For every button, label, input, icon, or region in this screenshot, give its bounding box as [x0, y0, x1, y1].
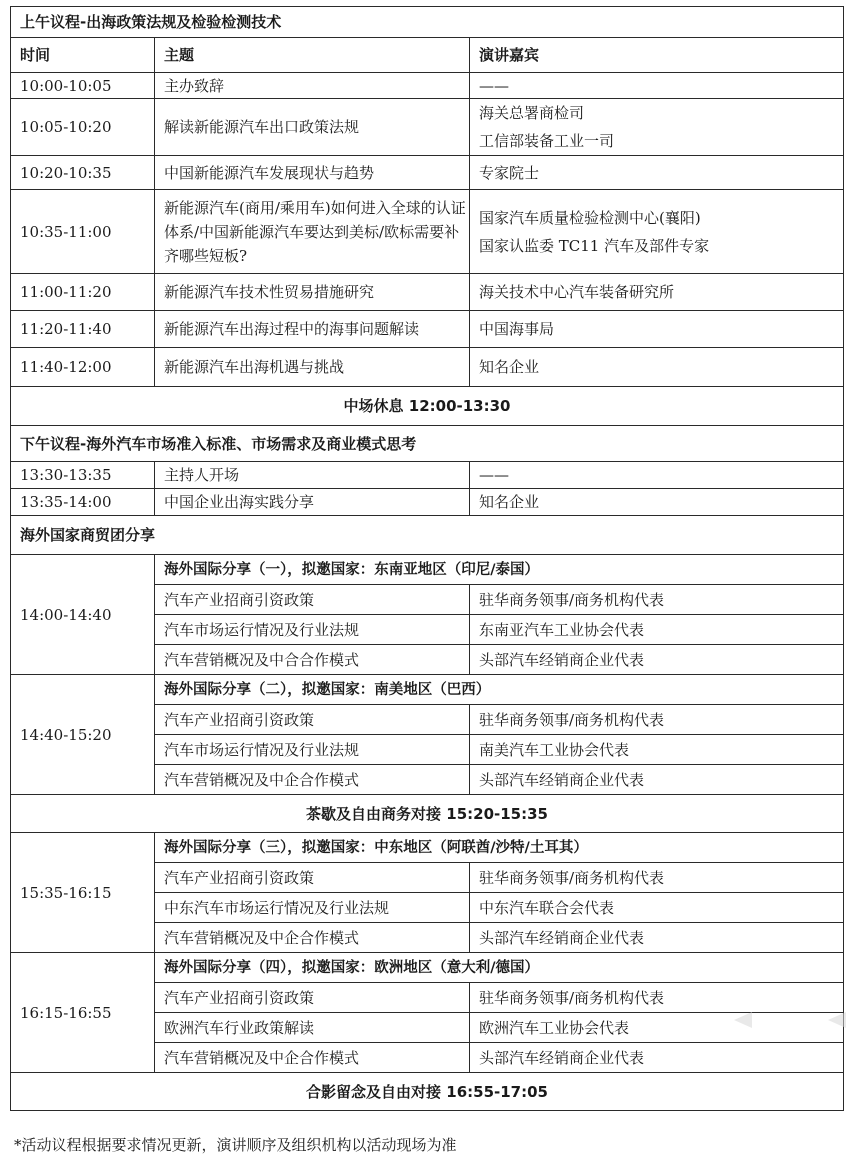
session-time: 15:35-16:15: [11, 833, 155, 953]
session-time: 13:35-14:00: [11, 489, 155, 516]
session-speaker: 驻华商务领事/商务机构代表: [470, 863, 844, 893]
session-group-title: 海外国际分享（三），拟邀国家：中东地区（阿联酋/沙特/土耳其）: [155, 833, 844, 863]
session-time: 13:30-13:35: [11, 462, 155, 489]
session-topic: 解读新能源汽车出口政策法规: [155, 99, 470, 156]
session-speaker: 欧洲汽车工业协会代表: [470, 1013, 844, 1043]
speaker-line: 中国海事局: [479, 320, 555, 338]
session-time: 16:15-16:55: [11, 953, 155, 1073]
session-time: 14:00-14:40: [11, 555, 155, 675]
session-speaker: 中东汽车联合会代表: [470, 893, 844, 923]
session-speaker: 南美汽车工业协会代表: [470, 735, 844, 765]
session-time: 10:35-11:00: [11, 190, 155, 274]
session-speaker: [470, 156, 844, 190]
column-header-speaker: 演讲嘉宾: [470, 38, 844, 73]
break-row: [11, 795, 844, 833]
session-speaker: 驻华商务领事/商务机构代表: [470, 705, 844, 735]
session-topic: 汽车产业招商引资政策: [155, 863, 470, 893]
session-speaker: [470, 73, 844, 99]
speaker-line: 海关总署商检司: [479, 104, 585, 122]
session-time: 10:00-10:05: [11, 73, 155, 99]
session-speaker: 驻华商务领事/商务机构代表: [470, 585, 844, 615]
session-speaker: 头部汽车经销商企业代表: [470, 645, 844, 675]
session-time: 11:00-11:20: [11, 274, 155, 311]
session-topic: 新能源汽车出海机遇与挑战: [155, 348, 470, 387]
agenda-row: [11, 462, 844, 489]
session-topic: 主办致辞: [155, 73, 470, 99]
header-row: [11, 38, 844, 73]
session-topic: 汽车市场运行情况及行业法规: [155, 735, 470, 765]
session-speaker: [470, 190, 844, 274]
session-time: 11:40-12:00: [11, 348, 155, 387]
session-speaker: [470, 99, 844, 156]
agenda-row: [11, 348, 844, 387]
session-topic: 汽车市场运行情况及行业法规: [155, 615, 470, 645]
session-time: 10:05-10:20: [11, 99, 155, 156]
column-header-topic: 主题: [155, 38, 470, 73]
speaker-line: 国家认监委 TC11 汽车及部件专家: [479, 236, 710, 255]
agenda-row: [11, 156, 844, 190]
speaker-line: 工信部装备工业一司: [479, 132, 615, 150]
break-row: [11, 1073, 844, 1111]
session-topic: 新能源汽车技术性贸易措施研究: [155, 274, 470, 311]
session-topic: 新能源汽车(商用/乘用车)如何进入全球的认证体系/中国新能源汽车要达到美标/欧标需要补齐哪些短板?: [155, 190, 470, 274]
speaker-line: ——: [479, 76, 509, 95]
session-topic: 汽车营销概况及中企合作模式: [155, 765, 470, 795]
session-speaker: [470, 311, 844, 348]
session-topic: 汽车产业招商引资政策: [155, 585, 470, 615]
session-time: 14:40-15:20: [11, 675, 155, 795]
session-speaker: 东南亚汽车工业协会代表: [470, 615, 844, 645]
session-topic: 主持人开场: [155, 462, 470, 489]
agenda-row: [11, 73, 844, 99]
agenda-document: [10, 6, 843, 1111]
session-group-title: 海外国际分享（四），拟邀国家：欧洲地区（意大利/德国）: [155, 953, 844, 983]
column-header-time: 时间: [11, 38, 155, 73]
session-group-title: 海外国际分享（二），拟邀国家：南美地区（巴西）: [155, 675, 844, 705]
session-speaker: ——: [470, 462, 844, 489]
session-time: 11:20-11:40: [11, 311, 155, 348]
agenda-row: [11, 311, 844, 348]
lunch-break: 中场休息 12:00-13:30: [11, 387, 844, 426]
session-speaker: [470, 348, 844, 387]
speaker-line: 专家院士: [479, 163, 540, 182]
break-row: [11, 387, 844, 426]
session-speaker: 知名企业: [470, 489, 844, 516]
morning-section-title: 上午议程-出海政策法规及检验检测技术: [11, 7, 844, 38]
session-speaker: 头部汽车经销商企业代表: [470, 765, 844, 795]
agenda-table-body: [11, 7, 844, 1111]
delegation-section-row: [11, 516, 844, 555]
session-group-title: 海外国际分享（一），拟邀国家：东南亚地区（印尼/泰国）: [155, 555, 844, 585]
agenda-row: [11, 489, 844, 516]
session-topic: 汽车营销概况及中企合作模式: [155, 923, 470, 953]
session-topic: 汽车营销概况及中合合作模式: [155, 645, 470, 675]
agenda-row: [11, 99, 844, 156]
session-topic: 汽车产业招商引资政策: [155, 705, 470, 735]
session-speaker: 头部汽车经销商企业代表: [470, 1043, 844, 1073]
agenda-row: [11, 190, 844, 274]
afternoon-section-title: 下午议程-海外汽车市场准入标准、市场需求及商业模式思考: [11, 426, 844, 462]
session-speaker: 头部汽车经销商企业代表: [470, 923, 844, 953]
session-header-row: [11, 675, 844, 705]
agenda-table: [10, 6, 844, 1111]
tea-break: 茶歇及自由商务对接 15:20-15:35: [11, 795, 844, 833]
session-topic: 中国企业出海实践分享: [155, 489, 470, 516]
speaker-line: 海关技术中心汽车装备研究所: [479, 283, 675, 301]
speaker-line: 知名企业: [479, 358, 540, 376]
session-topic: 汽车营销概况及中企合作模式: [155, 1043, 470, 1073]
session-time: 10:20-10:35: [11, 156, 155, 190]
agenda-footnote: *活动议程根据要求情况更新，演讲顺序及组织机构以活动现场为准: [14, 1136, 457, 1154]
session-topic: 新能源汽车出海过程中的海事问题解读: [155, 311, 470, 348]
morning-section-row: [11, 7, 844, 38]
session-topic: 中东汽车市场运行情况及行业法规: [155, 893, 470, 923]
session-header-row: [11, 953, 844, 983]
agenda-row: [11, 274, 844, 311]
session-header-row: [11, 555, 844, 585]
session-speaker: 驻华商务领事/商务机构代表: [470, 983, 844, 1013]
watermark-arrow-icon: [730, 1007, 850, 1033]
session-header-row: [11, 833, 844, 863]
speaker-line: 国家汽车质量检验检测中心(襄阳): [479, 208, 701, 227]
delegation-section-title: 海外国家商贸团分享: [11, 516, 844, 555]
afternoon-section-row: [11, 426, 844, 462]
session-topic: 欧洲汽车行业政策解读: [155, 1013, 470, 1043]
session-topic: 中国新能源汽车发展现状与趋势: [155, 156, 470, 190]
session-topic: 汽车产业招商引资政策: [155, 983, 470, 1013]
closing-session: 合影留念及自由对接 16:55-17:05: [11, 1073, 844, 1111]
session-speaker: [470, 274, 844, 311]
